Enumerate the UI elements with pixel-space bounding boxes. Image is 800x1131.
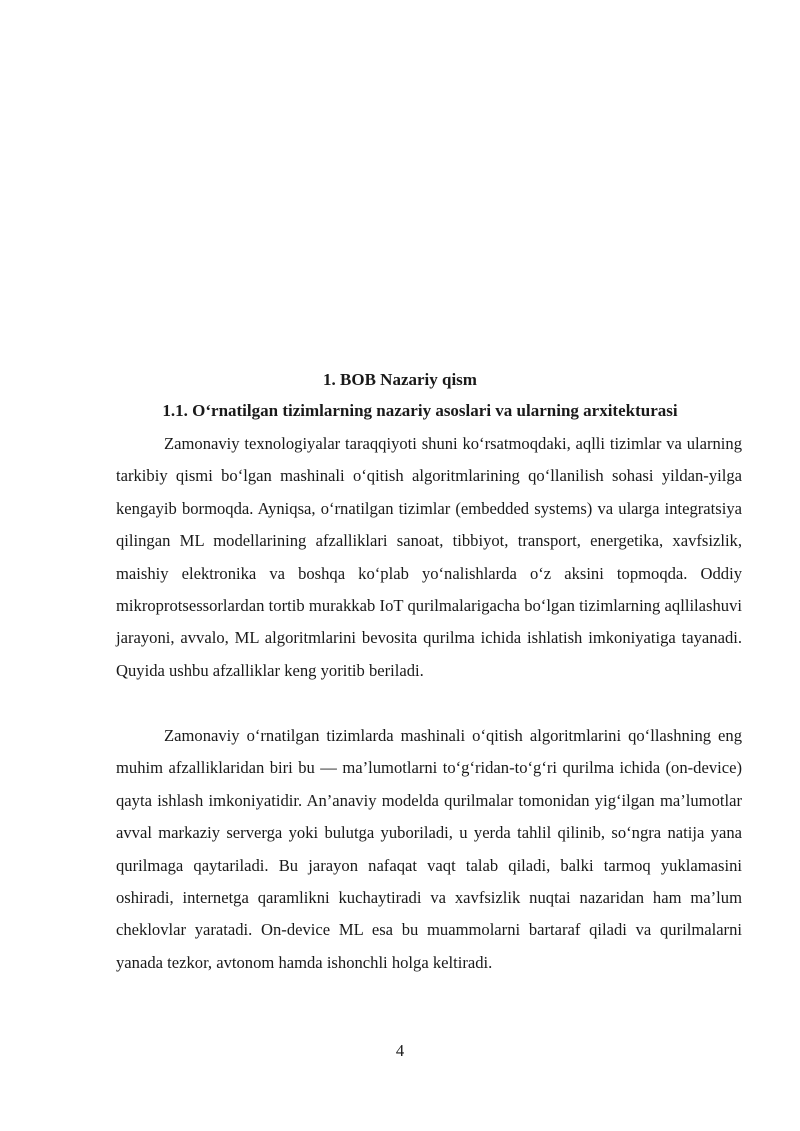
paragraph: Zamonaviy o‘rnatilgan tizimlarda mashinali o‘qitish algoritmlarini qo‘llashning eng muhim afzalliklaridan biri bu — ma’lumotlarni to‘g‘ridan-to‘g‘ri qurilma ichida (on-device) qayta ishlash imkoniyatidir. An’anaviy modelda qurilmalar tomonidan yig‘ilgan ma’lumotlar avval markaziy serverga yoki bulutga yuboriladi, u yerda tahlil qilinib, so‘ngra natija yana qurilmaga qaytariladi. Bu jarayon nafaqat vaqt talab qiladi, balki tarmoq yuklamasini oshiradi, internetga qaramlikni kuchaytiradi va xavfsizlik nuqtai nazaridan ham ma’lum cheklovlar yaratadi. On-device ML esa bu muammolarni bartaraf qiladi va qurilmalarni yanada tezkor, avtonom hamda ishonchli holga keltiradi. bbox=[116, 726, 742, 972]
page-number: 4 bbox=[395, 1041, 405, 1060]
section-title: 1.1. O‘rnatilgan tizimlarning nazariy asoslari va ularning arxitekturasi bbox=[162, 401, 678, 420]
paragraph: Zamonaviy texnologiyalar taraqqiyoti shuni ko‘rsatmoqdaki, aqlli tizimlar va ularning tarkibiy qismi bo‘lgan mashinali o‘qitish algoritmlarining qo‘llanilish sohasi yildan-yilga kengayib bormoqda. Ayniqsa, o‘rnatilgan tizimlar (embedded systems) va ularga integratsiya qilingan ML modellarining afzalliklari sanoat, tibbiyot, transport, energetika, xavfsizlik, maishiy elektronika va boshqa ko‘plab yo‘nalishlarda o‘z aksini topmoqda. Oddiy mikroprotsessorlardan tortib murakkab IoT qurilmalarigacha bo‘lgan tizimlarning aqllilashuvi jarayoni, avvalo, ML algoritmlarini bevosita qurilma ichida ishlatish imkoniyatiga tayanadi. Quyida ushbu afzalliklar keng yoritib beriladi. bbox=[116, 434, 742, 680]
chapter-title: 1. BOB Nazariy qism bbox=[323, 370, 477, 389]
